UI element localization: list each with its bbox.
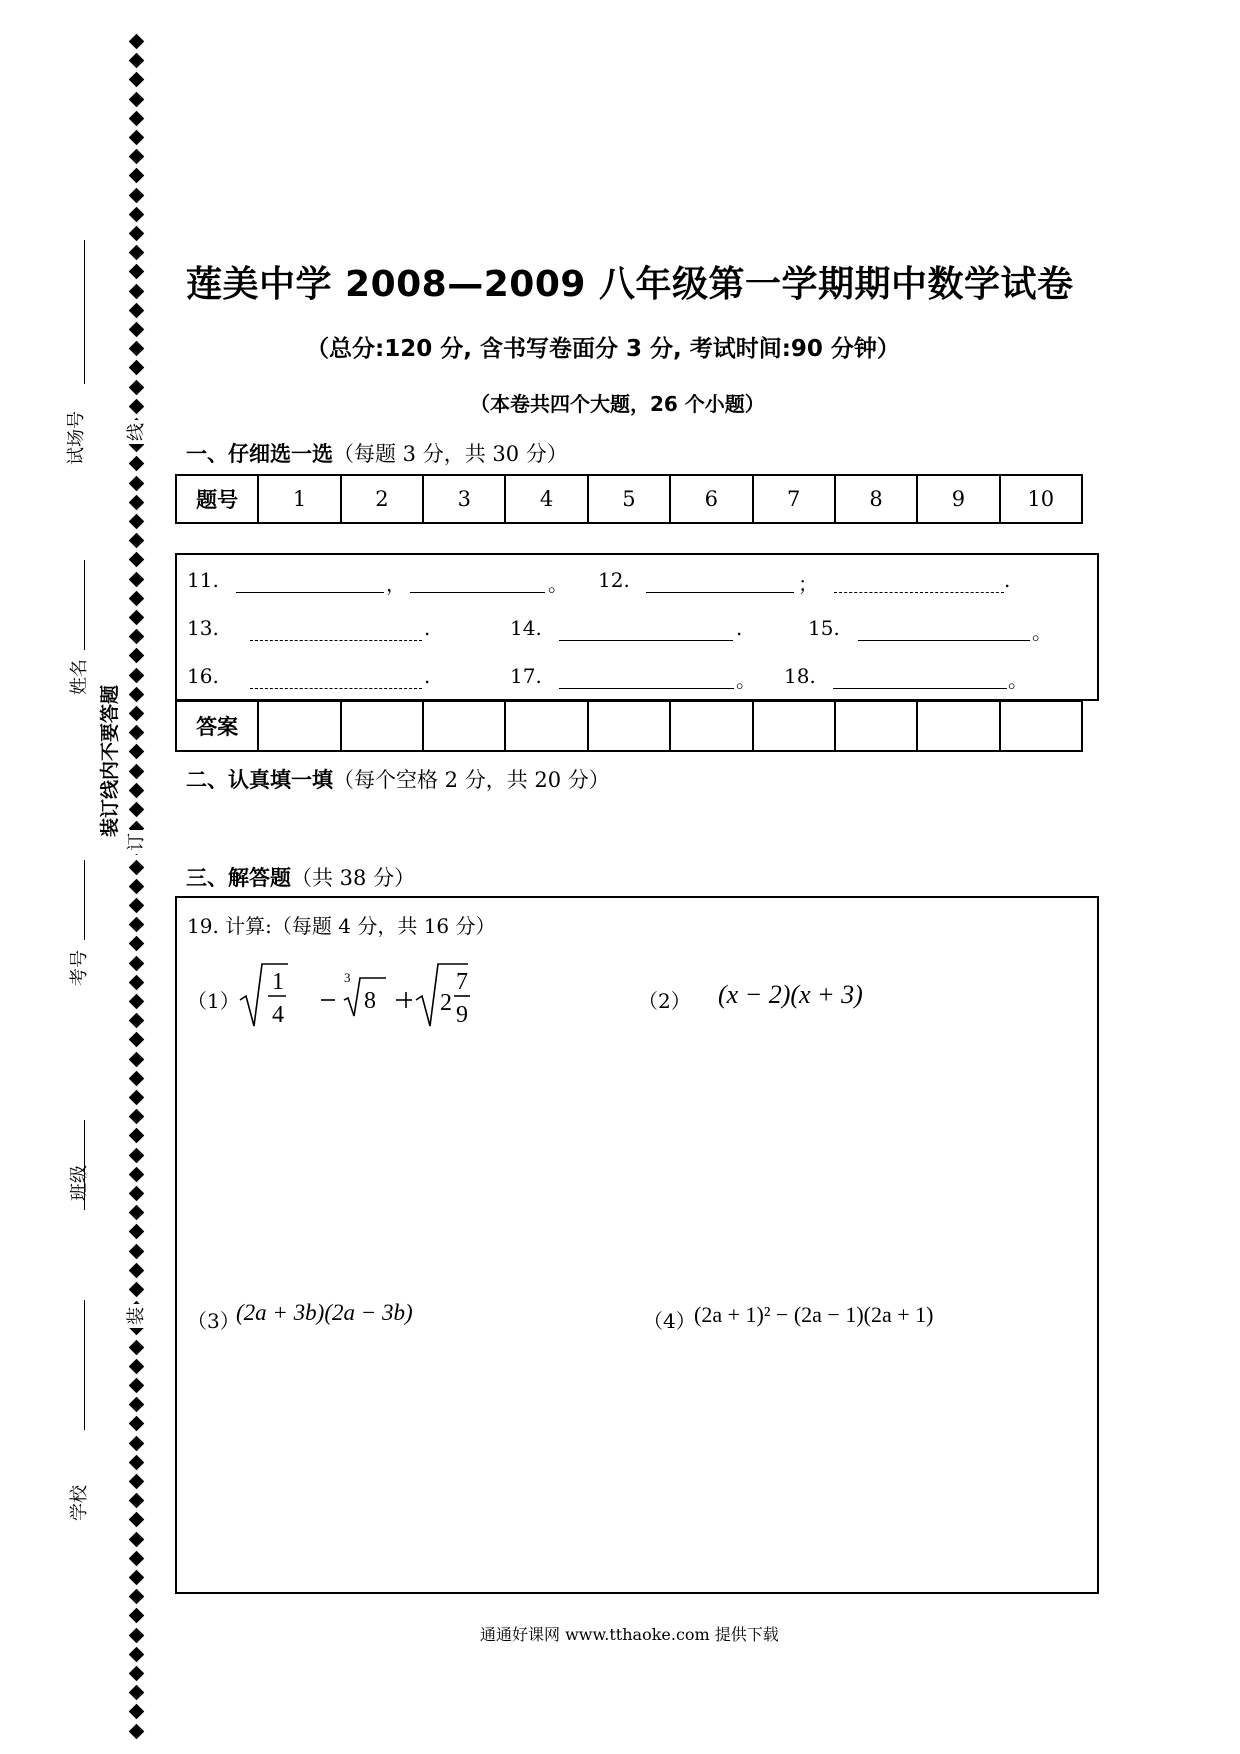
binding-char-bind: 装 [124, 1304, 150, 1328]
binding-diamond [129, 1282, 145, 1298]
q19-sub1-label: （1） [187, 989, 240, 1013]
choice-number: 9 [917, 475, 999, 523]
choice-number: 5 [588, 475, 670, 523]
q17-blank[interactable] [559, 688, 734, 689]
binding-diamond [129, 1570, 145, 1586]
binding-diamond [129, 610, 145, 626]
q19-sub3-label: （3） [187, 1309, 240, 1333]
binding-diamond [129, 879, 145, 895]
binding-diamond [129, 667, 145, 683]
binding-diamond [129, 1455, 145, 1471]
binding-diamond [129, 264, 145, 280]
choice-answer-cell[interactable] [670, 701, 752, 751]
binding-diamond [129, 72, 145, 88]
choice-number: 8 [835, 475, 917, 523]
q19-sub4-label: （4） [643, 1309, 696, 1333]
section2-note: （每个空格 2 分，共 20 分） [333, 768, 610, 792]
section2-heading [186, 764, 610, 794]
q14-number: 14. [510, 616, 542, 640]
binding-diamond [129, 1551, 145, 1567]
binding-diamond [129, 994, 145, 1010]
q18-blank[interactable] [833, 688, 1007, 689]
choice-answer-cell[interactable] [505, 701, 587, 751]
binding-diamond [129, 1167, 145, 1183]
field-label-exam-room: 试场号 [66, 411, 87, 465]
choice-number: 6 [670, 475, 752, 523]
svg-text:7: 7 [456, 969, 468, 995]
binding-diamond [129, 226, 145, 242]
binding-diamond [129, 1493, 145, 1509]
svg-text:4: 4 [272, 1002, 284, 1028]
choice-answer-cell[interactable] [1000, 701, 1082, 751]
binding-diamond [129, 629, 145, 645]
binding-diamond [129, 1224, 145, 1240]
binding-diamond [129, 456, 145, 472]
binding-diamond [129, 91, 145, 107]
binding-diamond [129, 859, 145, 875]
binding-diamond [129, 1704, 145, 1720]
svg-text:8: 8 [364, 988, 376, 1014]
choice-number: 2 [341, 475, 423, 523]
binding-diamond [129, 1186, 145, 1202]
binding-diamond [129, 168, 145, 184]
binding-diamond [129, 1051, 145, 1067]
q19-sub4-expression: (2a + 1)² − (2a − 1)(2a + 1) [694, 1302, 934, 1327]
page-subtitle-count: （本卷共四个大题，26 个小题） [470, 392, 765, 416]
q18-end: 。 [1008, 668, 1028, 692]
q12-end: . [1004, 568, 1011, 592]
svg-text:3: 3 [344, 970, 351, 985]
binding-diamond [129, 379, 145, 395]
section2-title: 二、认真填一填 [186, 768, 333, 792]
binding-diamond [129, 783, 145, 799]
binding-diamond [129, 917, 145, 933]
field-label-exam-number: 考号 [69, 950, 90, 986]
q14-end: . [736, 616, 743, 640]
q18-number: 18. [784, 664, 816, 688]
binding-diamond [129, 1109, 145, 1125]
section3-title: 三、解答题 [186, 866, 291, 890]
binding-diamond [129, 552, 145, 568]
q14-blank[interactable] [559, 640, 733, 641]
binding-diamond [129, 207, 145, 223]
q12-blank-1[interactable] [646, 592, 794, 593]
binding-diamond [129, 706, 145, 722]
binding-diamond [129, 1589, 145, 1605]
binding-diamond [129, 1263, 145, 1279]
page-footer: 通通好课网 www.tthaoke.com 提供下载 [480, 1625, 779, 1644]
binding-diamond [129, 1685, 145, 1701]
field-line-school [84, 1300, 85, 1430]
binding-diamond [129, 591, 145, 607]
binding-diamond [129, 1435, 145, 1451]
q16-blank[interactable] [250, 688, 422, 689]
choice-answer-cell[interactable] [341, 701, 423, 751]
q13-end: . [424, 616, 431, 640]
field-label-school: 学校 [69, 1485, 90, 1521]
binding-diamond [129, 399, 145, 415]
choice-number: 4 [505, 475, 587, 523]
binding-diamond [129, 1531, 145, 1547]
binding-diamond [129, 1378, 145, 1394]
binding-diamond [129, 955, 145, 971]
q19-sub1-expression [236, 958, 466, 1034]
binding-diamond [129, 514, 145, 530]
choice-answer-cell[interactable] [917, 701, 999, 751]
q15-end: 。 [1032, 620, 1052, 644]
binding-diamond [129, 898, 145, 914]
choice-number: 1 [258, 475, 340, 523]
binding-diamond [129, 763, 145, 779]
binding-diamond [129, 1090, 145, 1106]
binding-diamond [129, 360, 145, 376]
binding-diamond [129, 303, 145, 319]
q12-separator: ； [798, 572, 818, 596]
q13-blank[interactable] [250, 640, 422, 641]
binding-diamond [129, 130, 145, 146]
choice-answer-cell[interactable] [258, 701, 340, 751]
choice-answer-cell[interactable] [423, 701, 505, 751]
q19-sub2-label: （2） [638, 989, 691, 1013]
q11-blank-2[interactable] [410, 592, 545, 593]
fill-in-box [175, 553, 1099, 701]
binding-diamond [129, 1397, 145, 1413]
binding-diamond [129, 1205, 145, 1221]
q12-blank-2[interactable] [834, 592, 1004, 593]
binding-warning: 装订线内不要答题 [99, 685, 121, 838]
binding-diamond [129, 571, 145, 587]
binding-diamond [129, 936, 145, 952]
binding-diamond [129, 533, 145, 549]
choice-answer-cell[interactable] [835, 701, 917, 751]
q17-number: 17. [510, 664, 542, 688]
binding-diamond [129, 34, 145, 50]
choice-number: 7 [753, 475, 835, 523]
binding-diamond [129, 1243, 145, 1259]
binding-diamond [129, 1627, 145, 1643]
binding-diamond [129, 1071, 145, 1087]
binding-char-staple: 订 [124, 830, 150, 854]
binding-diamond [129, 1608, 145, 1624]
q12-number: 12. [598, 568, 630, 592]
q11-number: 11. [187, 568, 219, 592]
q13-number: 13. [187, 616, 219, 640]
binding-diamond [129, 1013, 145, 1029]
svg-text:9: 9 [456, 1002, 468, 1028]
binding-diamond [129, 725, 145, 741]
binding-diamond [129, 341, 145, 357]
page-subtitle: （总分:120 分, 含书写卷面分 3 分, 考试时间:90 分钟） [306, 336, 900, 362]
binding-diamond [129, 1032, 145, 1048]
binding-diamond [129, 744, 145, 760]
q19-sub2-expression: (x − 2)(x + 3) [718, 980, 863, 1009]
field-line-exam-room [84, 240, 85, 384]
choice-answer-cell[interactable] [588, 701, 670, 751]
binding-diamond [129, 1339, 145, 1355]
q11-blank-1[interactable] [236, 592, 384, 593]
q16-number: 16. [187, 664, 219, 688]
binding-diamond [129, 1723, 145, 1739]
section1-title: 一、仔细选一选 [186, 442, 333, 466]
binding-diamond [129, 322, 145, 338]
binding-diamond [129, 1647, 145, 1663]
svg-text:1: 1 [272, 969, 284, 995]
binding-diamond [129, 187, 145, 203]
field-line-name [84, 560, 85, 650]
section1-note: （每题 3 分，共 30 分） [333, 442, 568, 466]
choice-number-table [175, 474, 1083, 524]
binding-char-line: 线 [124, 420, 150, 444]
binding-diamond [129, 802, 145, 818]
binding-diamond [129, 1147, 145, 1163]
binding-diamond [129, 1474, 145, 1490]
q17-end: 。 [736, 668, 756, 692]
q16-end: . [424, 664, 431, 688]
binding-diamond [129, 1416, 145, 1432]
q11-end: 。 [548, 572, 568, 596]
field-label-name: 姓名 [69, 659, 90, 695]
choice-answer-label: 答案 [176, 701, 258, 751]
q11-separator: ， [386, 572, 406, 596]
binding-diamond [129, 975, 145, 991]
choice-answer-table [175, 700, 1083, 752]
binding-diamond [129, 1128, 145, 1144]
binding-diamond [129, 687, 145, 703]
svg-text:2: 2 [440, 990, 452, 1016]
binding-diamond-border [128, 36, 146, 1746]
q19-prompt: 19. 计算:（每题 4 分，共 16 分） [187, 914, 496, 938]
binding-diamond [129, 1666, 145, 1682]
field-label-class: 班级 [69, 1165, 90, 1201]
section3-note: （共 38 分） [291, 866, 416, 890]
field-line-exam-number [84, 860, 85, 940]
choice-answer-cell[interactable] [753, 701, 835, 751]
binding-diamond [129, 149, 145, 165]
q15-number: 15. [808, 616, 840, 640]
q19-sub3-expression: (2a + 3b)(2a − 3b) [236, 1300, 413, 1325]
section1-heading [186, 438, 568, 468]
binding-diamond [129, 111, 145, 127]
binding-diamond [129, 495, 145, 511]
binding-diamond [129, 283, 145, 299]
binding-diamond [129, 648, 145, 664]
binding-diamond [129, 53, 145, 69]
page-title: 莲美中学 2008—2009 八年级第一学期期中数学试卷 [186, 264, 1074, 305]
section3-heading [186, 862, 415, 892]
q15-blank[interactable] [858, 640, 1030, 641]
choice-number: 10 [1000, 475, 1082, 523]
binding-diamond [129, 1359, 145, 1375]
binding-diamond [129, 245, 145, 261]
binding-diamond [129, 1512, 145, 1528]
binding-diamond [129, 475, 145, 491]
choice-number: 3 [423, 475, 505, 523]
choice-header-label: 题号 [176, 475, 258, 523]
